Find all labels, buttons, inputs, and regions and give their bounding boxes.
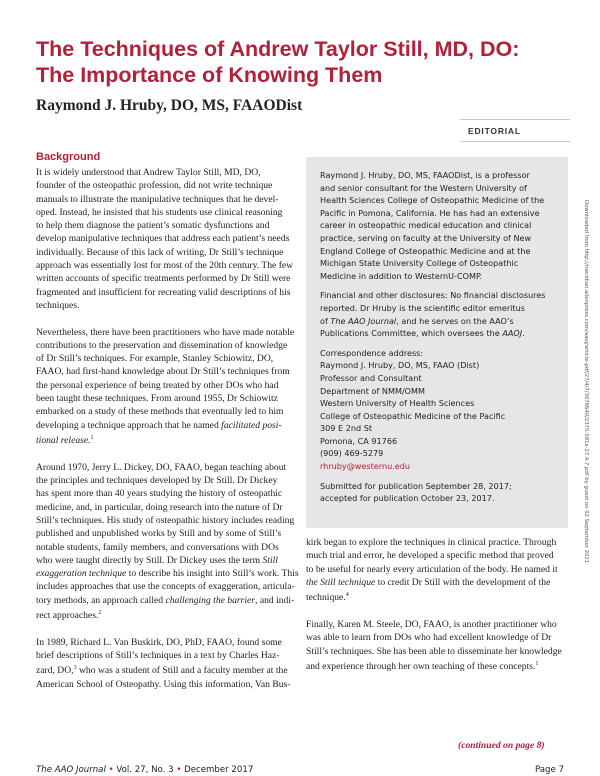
right-paragraph-2-line: Finally, Karen M. Steele, DO, FAAO, is another practitioner who xyxy=(306,618,557,630)
disclosure-text: of xyxy=(320,315,328,326)
right-paragraph-2-line: was able to learn from DOs who had excellent knowledge of Dr xyxy=(306,632,552,644)
paragraph-1-line: oped. Instead, he insisted that his students use clinical reasoning xyxy=(36,206,283,218)
paragraph-4-text: who was a student of Still and a faculty member at the xyxy=(78,665,288,677)
paragraph-2 xyxy=(36,326,298,448)
paragraph-3-text: , and indi- xyxy=(255,594,295,606)
term-still-exaggeration-technique: exaggeration technique xyxy=(36,568,127,580)
paragraph-2-line xyxy=(36,419,298,432)
bio-line: career in osteopathic medical education and clinical xyxy=(320,220,532,231)
term-still: Still xyxy=(262,554,278,566)
article-title xyxy=(36,36,556,88)
paragraph-2-line: Nevertheless, there have been practitioners who have made notable xyxy=(36,326,295,338)
bio-line: Medicine in addition to WesternU-COMP. xyxy=(320,270,483,281)
disclosure-line xyxy=(320,315,554,328)
paragraph-1-line: founder of the osteopathic profession, did not write technique xyxy=(36,180,273,192)
paragraph-3-line: Around 1970, Jerry L. Dickey, DO, FAAO, began teaching about xyxy=(36,461,287,473)
bio-line: Michigan State University College of Osteopathic xyxy=(320,258,519,269)
footer-journal-name: The AAO Journal xyxy=(36,765,106,775)
reference-marker: 1 xyxy=(90,434,94,441)
paragraph-4-line: In 1989, Richard L. Van Buskirk, DO, PhD, FAAO, found some xyxy=(36,636,282,648)
bio-line: practice, serving on faculty at the University of New xyxy=(320,232,532,243)
journal-abbrev: AAOJ xyxy=(502,328,523,339)
address-line: Department of NMM/OMM xyxy=(320,385,426,396)
journal-name: The AAO Journal xyxy=(330,315,397,326)
paragraph-1-line: manuals to illustrate the manipulative techniques that he devel- xyxy=(36,193,279,205)
paragraph-4-line: American School of Osteopathy. Using this information, Van Bus- xyxy=(36,678,291,690)
paragraph-1 xyxy=(36,166,298,312)
title-line-1: The Techniques of Andrew Taylor Still, MD, DO: xyxy=(36,37,520,61)
paragraph-3-line: published and unpublished works by Still and by some of Still’s xyxy=(36,528,282,540)
bio-line: England College of Osteopathic Medicine and at the xyxy=(320,245,531,256)
right-paragraph-1-line xyxy=(306,576,568,589)
page-number: Page 7 xyxy=(534,765,564,775)
author-info-box xyxy=(306,157,568,528)
paragraph-3-line: includes approaches that use the concepts of exaggeration, articula- xyxy=(36,581,295,593)
footer-separator: • xyxy=(108,765,114,775)
paragraph-1-line: fragmented and insufficient for recreating valid descriptions of his xyxy=(36,286,291,298)
submission-dates xyxy=(320,480,554,505)
right-paragraph-1-line xyxy=(306,589,568,604)
disclosure-line: Financial and other disclosures: No financial disclosures xyxy=(320,290,546,301)
paragraph-2-line: the personal experience of being treated by other DOs who had xyxy=(36,379,279,391)
paragraph-1-line: to help them diagnose the patient’s somatic dysfunctions and xyxy=(36,220,270,232)
submission-line: Submitted for publication September 28, 2017; xyxy=(320,480,512,491)
right-paragraph-1-line: kirk began to explore the techniques in clinical practice. Through xyxy=(306,537,557,548)
left-column xyxy=(36,166,298,704)
right-paragraph-1-text: technique. xyxy=(306,592,346,604)
footer-separator: • xyxy=(176,765,182,775)
right-paragraph-2-line xyxy=(306,658,568,673)
paragraph-4 xyxy=(36,636,298,691)
paragraph-3-line: Still’s techniques. His study of osteopathic history includes reading xyxy=(36,514,295,526)
section-label: EDITORIAL xyxy=(468,126,521,136)
right-paragraph-1-line: to be useful for nearly every articulation of the body. He named it xyxy=(306,563,558,575)
paragraph-3-text: to describe his insight into Still’s work. This xyxy=(128,568,299,580)
address-line: Correspondence address: xyxy=(320,347,424,358)
paragraph-1-line: develop manipulative techniques that address each patient’s needs xyxy=(36,233,290,245)
term-facilitated-positional-release-b: tional release. xyxy=(36,435,91,447)
right-column xyxy=(306,536,568,687)
paragraph-4-line: brief descriptions of Still’s techniques in a text by Charles Haz- xyxy=(36,650,280,662)
correspondence-address xyxy=(320,347,554,460)
paragraph-3-line: the principles and techniques developed by Dr Still. Dr Dickey xyxy=(36,475,278,487)
bio-line: Raymond J. Hruby, DO, MS, FAAODist, is a professor xyxy=(320,170,530,180)
reference-marker: 2 xyxy=(98,609,102,616)
bio-line: Pacific in Pomona, California. He has had an extensive xyxy=(320,207,540,218)
paragraph-1-line: techniques. xyxy=(36,299,80,311)
paragraph-3-text: who were taught directly by Still. Dr Dickey uses the term xyxy=(36,554,261,566)
paragraph-3-text: tory methods, an approach called xyxy=(36,594,164,606)
paragraph-3-line xyxy=(36,594,298,607)
address-line: Pomona, CA 91766 xyxy=(320,435,398,446)
paragraph-3-text: rect approaches. xyxy=(36,610,99,622)
email-link[interactable]: rhruby@westernu.edu xyxy=(320,461,411,472)
paragraph-2-line xyxy=(36,432,298,447)
paragraph-1-line: individually. Because of this lack of writing, Dr Still’s technique xyxy=(36,246,284,258)
right-paragraph-2-line: Still’s techniques. She has been able to disseminate her knowledge xyxy=(306,645,562,657)
section-heading: Background xyxy=(36,151,101,163)
term-facilitated-positional-release-a: facilitated posi- xyxy=(221,419,282,431)
disclosure-line: reported. Dr Hruby is the scientific editor emeritus xyxy=(320,302,525,313)
paragraph-2-line: embarked on a study of these methods that eventually led to him xyxy=(36,406,284,418)
paragraph-3-line xyxy=(36,607,298,622)
title-line-2: The Importance of Knowing Them xyxy=(36,63,383,87)
address-line: (909) 469-5279 xyxy=(320,448,384,459)
reference-marker: 1 xyxy=(535,660,539,667)
right-paragraph-1 xyxy=(306,536,568,605)
paragraph-4-text: zard, DO, xyxy=(36,665,74,677)
paragraph-3-line xyxy=(36,567,298,580)
paragraph-1-line: written accounts of specific treatments performed by Dr Still were xyxy=(36,273,291,285)
paragraph-1-line: approach was essentially lost for most of the 20th century. The few xyxy=(36,260,294,272)
bio-line: Health Sciences College of Osteopathic Medicine of the xyxy=(320,195,545,206)
disclosures xyxy=(320,289,554,339)
footer-journal-info xyxy=(36,765,253,775)
reference-marker: 3 xyxy=(73,665,77,672)
section-rule-bottom xyxy=(460,141,570,142)
paragraph-3-line: notable students, family members, and conversations with DOs xyxy=(36,541,279,553)
term-the-still-technique: the Still technique xyxy=(306,576,376,588)
footer-date: December 2017 xyxy=(184,765,254,775)
footer-volume: Vol. 27, No. 3 xyxy=(116,765,174,775)
address-line: College of Osteopathic Medicine of the Pacific xyxy=(320,410,506,421)
paragraph-2-line: of Dr Still’s techniques. For example, Stanley Schiowitz, DO, xyxy=(36,353,274,365)
address-line: Professor and Consultant xyxy=(320,372,422,383)
download-note: Downloaded from http://meridian.allenpress.com/aaoj/article-pdf/27/4/7/3078640/2375-581x-27.4.7.pdf by guest on 02 September 2021 xyxy=(583,200,589,564)
disclosure-text: . xyxy=(522,328,525,339)
paragraph-3-line: has spent more than 40 years studying the history of osteopathic xyxy=(36,488,283,500)
address-line: Western University of Health Sciences xyxy=(320,398,475,409)
author-byline: Raymond J. Hruby, DO, MS, FAAODist xyxy=(36,97,303,114)
paragraph-2-line: FAAO, had first-hand knowledge about Dr Still’s techniques from xyxy=(36,366,290,378)
paragraph-3 xyxy=(36,461,298,623)
right-paragraph-2 xyxy=(306,618,568,673)
section-rule-top xyxy=(460,119,570,120)
right-paragraph-2-text: and experience through her own teaching of these concepts. xyxy=(306,661,536,673)
disclosure-line xyxy=(320,327,554,340)
paragraph-2-line: contributions to the preservation and dissemination of knowledge xyxy=(36,339,288,351)
paragraph-2-tail: developing a technique approach that he named xyxy=(36,419,219,431)
paragraph-2-line: been taught these techniques. From around 1955, Dr Schiowitz xyxy=(36,393,278,405)
author-bio xyxy=(320,169,554,282)
disclosure-text: Publications Committee, which oversees the xyxy=(320,328,500,339)
right-paragraph-1-text: to credit Dr Still with the development of the xyxy=(377,576,551,588)
address-line: 309 E 2nd St xyxy=(320,423,373,434)
address-line: Raymond J. Hruby, DO, MS, FAAO (Dist) xyxy=(320,360,480,371)
disclosure-text: , and he serves on the AAO’s xyxy=(396,315,514,326)
term-challenging-the-barrier: challenging the barrier xyxy=(165,594,256,606)
paragraph-3-line: medicine, and, in particular, doing research into the nature of Dr xyxy=(36,501,283,513)
paragraph-3-line xyxy=(36,554,298,567)
paragraph-4-line xyxy=(36,662,298,677)
right-paragraph-1-line: much trial and error, he developed a specific method that proved xyxy=(306,550,554,562)
continued-note: (continued on page 8) xyxy=(458,740,545,751)
bio-line: and senior consultant for the Western University of xyxy=(320,182,527,193)
submission-line: accepted for publication October 23, 2017. xyxy=(320,493,495,504)
reference-marker: 4 xyxy=(345,592,349,599)
paragraph-1-line: It is widely understood that Andrew Taylor Still, MD, DO, xyxy=(36,167,261,178)
